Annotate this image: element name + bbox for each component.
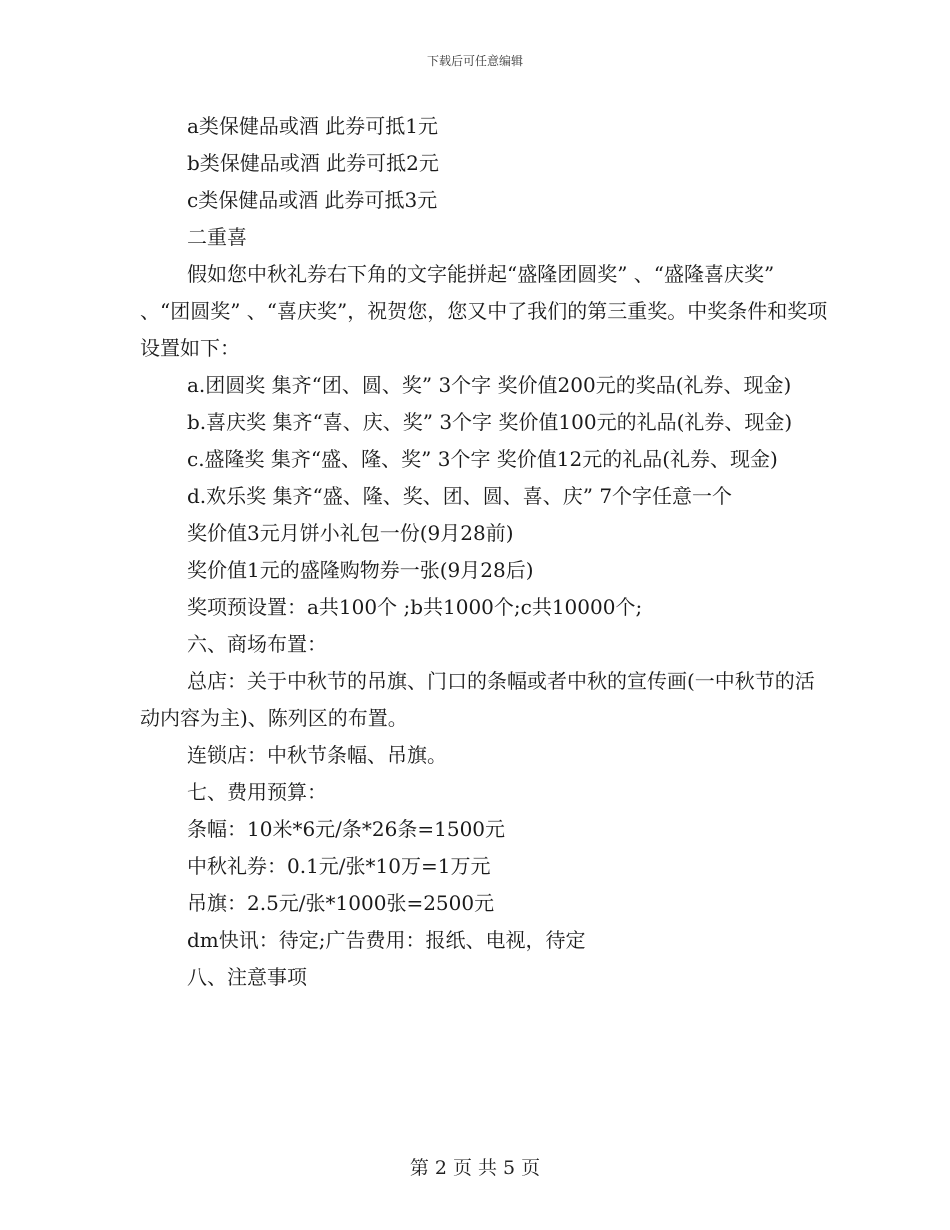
section-heading: 二重喜 — [187, 225, 247, 249]
section-heading: 七、费用预算： — [187, 780, 327, 804]
paragraph: 假如您中秋礼券右下角的文字能拼起“盛隆团圆奖” 、“盛隆喜庆奖” 、“团圆奖” 、“喜庆奖”，祝贺您，您又中了我们的第三重奖。中奖条件和奖项设置如下： — [140, 262, 828, 360]
paragraph: 奖价值1元的盛隆购物券一张(9月28后) — [187, 558, 534, 582]
paragraph: 条幅：10米*6元/条*26条=1500元 — [187, 817, 506, 841]
paragraph: 总店：关于中秋节的吊旗、门口的条幅或者中秋的宣传画(一中秋节的活动内容为主)、陈列区的布置。 — [140, 669, 815, 730]
page-footer: 第 2 页 共 5 页 — [409, 1157, 541, 1179]
paragraph: dm快讯：待定;广告费用：报纸、电视，待定 — [187, 928, 586, 952]
section-heading: 八、注意事项 — [187, 965, 307, 989]
page-header: 下载后可任意编辑 — [426, 54, 523, 68]
paragraph: 连锁店：中秋节条幅、吊旗。 — [187, 743, 447, 767]
paragraph: a类保健品或酒 此券可抵1元 — [187, 114, 439, 138]
paragraph: 奖项预设置：a共100个 ;b共1000个;c共10000个; — [187, 595, 643, 619]
paragraph: a.团圆奖 集齐“团、圆、奖” 3个字 奖价值200元的奖品(礼券、现金) — [187, 373, 792, 397]
paragraph: d.欢乐奖 集齐“盛、隆、奖、团、圆、喜、庆” 7个字任意一个 — [187, 484, 733, 508]
paragraph: c.盛隆奖 集齐“盛、隆、奖” 3个字 奖价值12元的礼品(礼券、现金) — [187, 447, 778, 471]
paragraph: 中秋礼券：0.1元/张*10万=1万元 — [187, 854, 491, 878]
paragraph: b类保健品或酒 此券可抵2元 — [187, 151, 439, 175]
document-body — [140, 108, 830, 996]
paragraph: b.喜庆奖 集齐“喜、庆、奖” 3个字 奖价值100元的礼品(礼券、现金) — [187, 410, 793, 434]
paragraph: c类保健品或酒 此券可抵3元 — [187, 188, 438, 212]
paragraph: 奖价值3元月饼小礼包一份(9月28前) — [187, 521, 514, 545]
section-heading: 六、商场布置： — [187, 632, 327, 656]
paragraph: 吊旗：2.5元/张*1000张=2500元 — [187, 891, 495, 915]
